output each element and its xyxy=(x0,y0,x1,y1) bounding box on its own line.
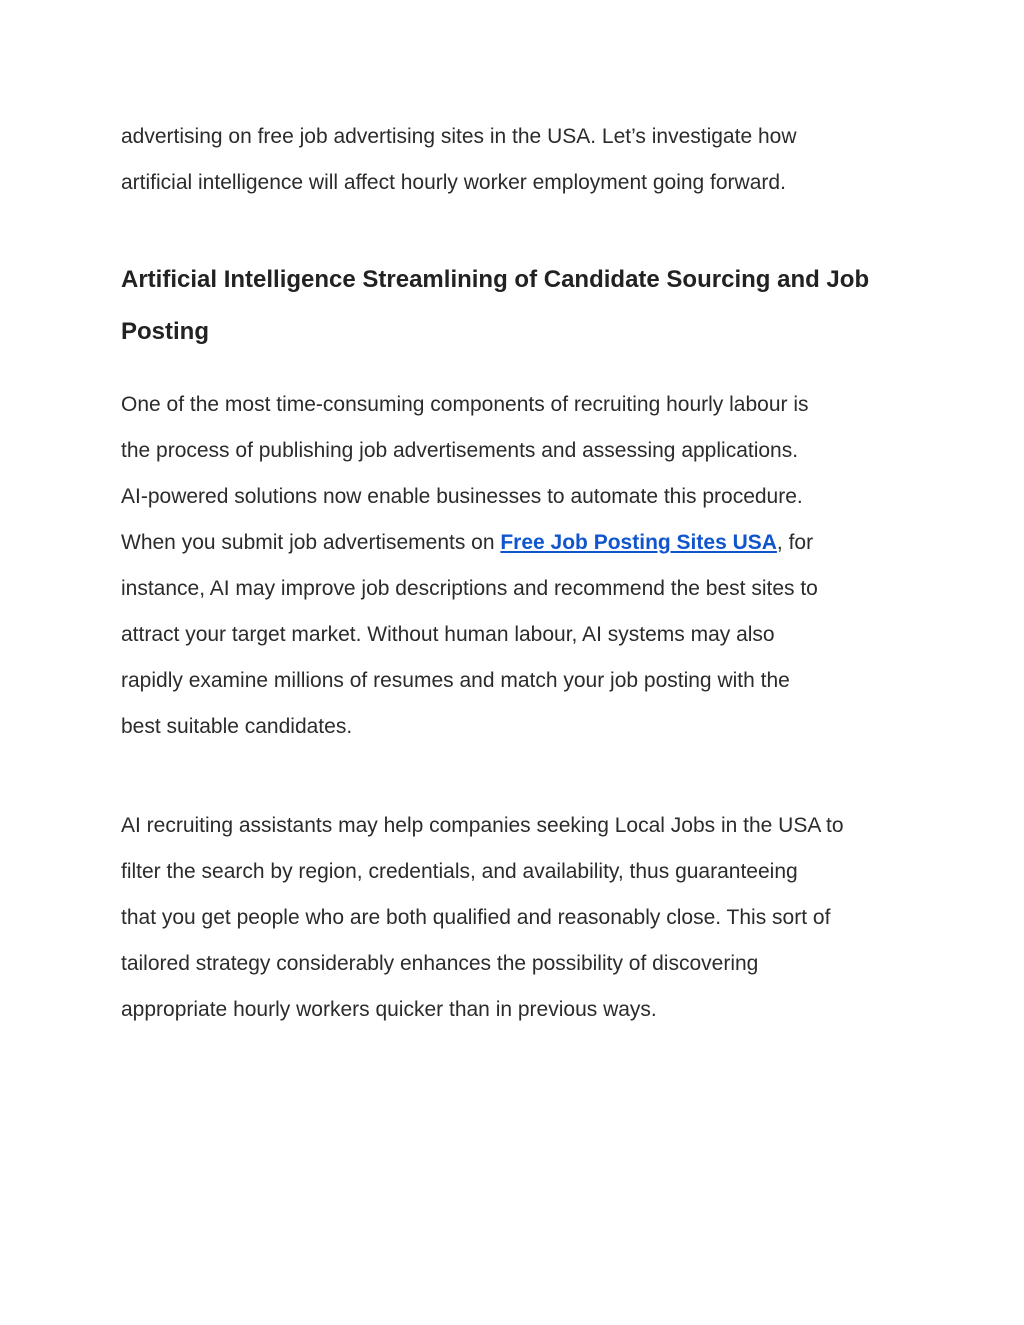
free-job-posting-sites-link[interactable]: Free Job Posting Sites USA xyxy=(500,531,777,554)
paragraph-line: rapidly examine millions of resumes and match your job posting with the xyxy=(121,669,790,692)
paragraph-line: attract your target market. Without human labour, AI systems may also xyxy=(121,623,775,646)
paragraph-line: instance, AI may improve job descriptions and recommend the best sites to xyxy=(121,577,818,600)
paragraph-line: the process of publishing job advertisements and assessing applications. xyxy=(121,439,799,462)
intro-line: artificial intelligence will affect hourly worker employment going forward. xyxy=(121,171,786,194)
paragraph-line: One of the most time-consuming components of recruiting hourly labour is xyxy=(121,393,809,416)
paragraph-one xyxy=(121,382,818,750)
paragraph-two xyxy=(121,803,844,1033)
link-line-before: When you submit job advertisements on xyxy=(121,531,501,554)
paragraph-line: AI-powered solutions now enable businesses to automate this procedure. xyxy=(121,485,803,508)
section-heading-line: Posting xyxy=(121,318,209,345)
paragraph-line: AI recruiting assistants may help companies seeking Local Jobs in the USA to xyxy=(121,814,844,837)
section-heading xyxy=(121,254,869,358)
paragraph-line: that you get people who are both qualified and reasonably close. This sort of xyxy=(121,906,831,929)
link-line-after: , for xyxy=(776,531,814,554)
section-heading-line: Artificial Intelligence Streamlining of Candidate Sourcing and Job xyxy=(121,266,870,293)
intro-paragraph xyxy=(121,114,797,206)
intro-line: advertising on free job advertising sites in the USA. Let’s investigate how xyxy=(121,125,797,148)
paragraph-line: best suitable candidates. xyxy=(121,715,353,738)
paragraph-line: filter the search by region, credentials, and availability, thus guaranteeing xyxy=(121,860,798,883)
paragraph-line: tailored strategy considerably enhances the possibility of discovering xyxy=(121,952,759,975)
paragraph-line: appropriate hourly workers quicker than in previous ways. xyxy=(121,998,657,1021)
paragraph-line-with-link xyxy=(121,520,818,566)
